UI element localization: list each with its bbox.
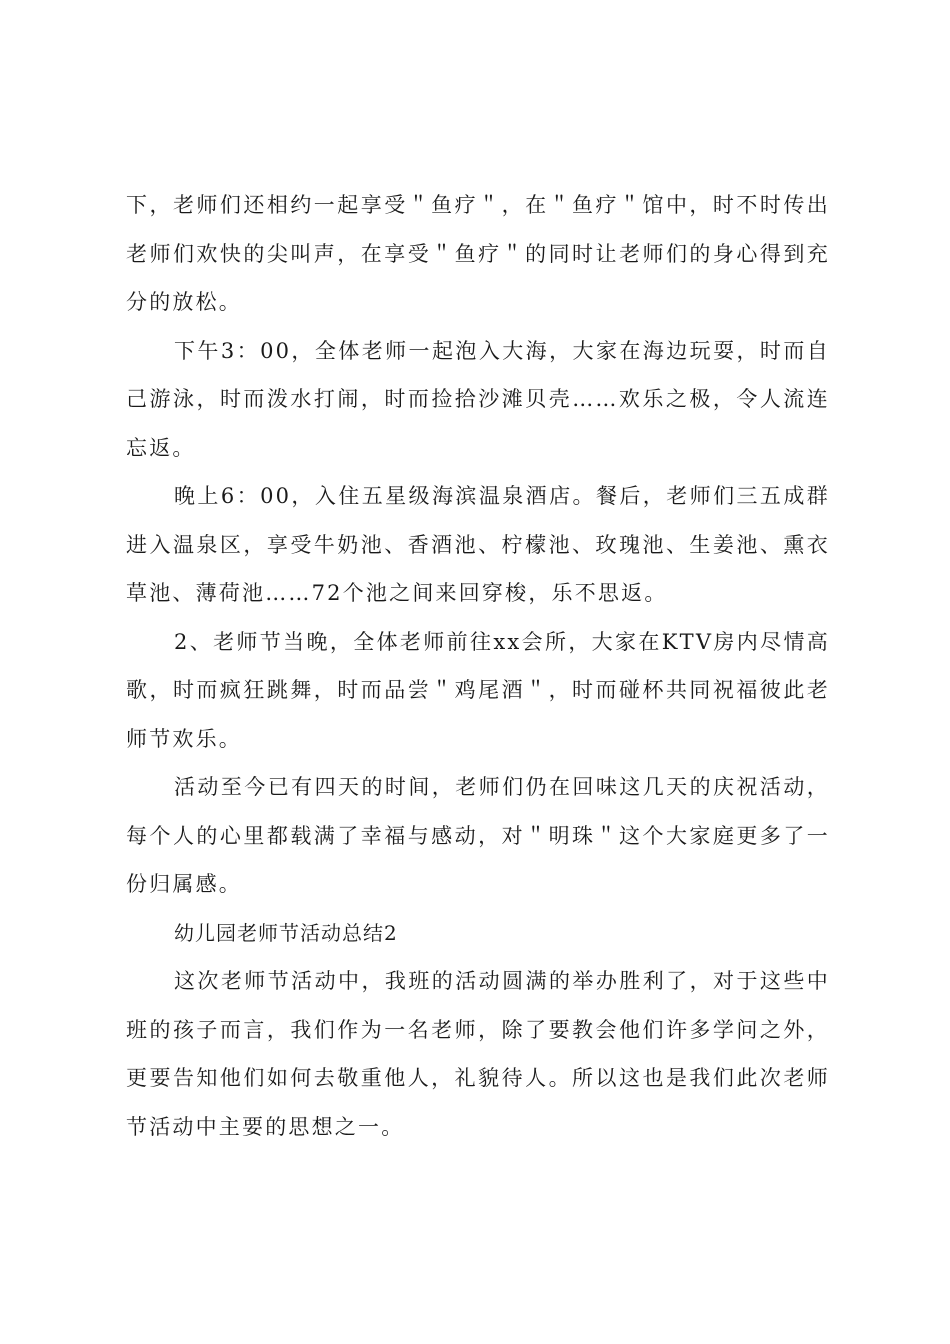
paragraph-ktv-night: 2、老师节当晚，全体老师前往xx会所，大家在KTV房内尽情高歌，时而疯狂跳舞，时而品尝＂鸡尾酒＂，时而碰杯共同祝福彼此老师节欢乐。 bbox=[126, 629, 830, 751]
document-body bbox=[126, 181, 830, 1151]
paragraph-afternoon-sea: 下午3：00，全体老师一起泡入大海，大家在海边玩耍，时而自己游泳，时而泼水打闹，时而捡拾沙滩贝壳……欢乐之极，令人流连忘返。 bbox=[126, 338, 830, 460]
section-heading: 幼儿园老师节活动总结2 bbox=[174, 920, 398, 945]
paragraph-evening-hotspring: 晚上6：00，入住五星级海滨温泉酒店。餐后，老师们三五成群进入温泉区，享受牛奶池、香酒池、柠檬池、玫瑰池、生姜池、熏衣草池、薄荷池……72个池之间来回穿梭，乐不思返。 bbox=[126, 484, 830, 605]
paragraph-class-activity: 这次老师节活动中，我班的活动圆满的举办胜利了，对于这些中班的孩子而言，我们作为一名老师，除了要教会他们许多学问之外，更要告知他们如何去敬重他人，礼貌待人。所以这也是我们此次老师节活动中主要的思想之一。 bbox=[126, 969, 830, 1139]
paragraph-fish-therapy: 下，老师们还相约一起享受＂鱼疗＂，在＂鱼疗＂馆中，时不时传出老师们欢快的尖叫声，在享受＂鱼疗＂的同时让老师们的身心得到充分的放松。 bbox=[126, 193, 830, 314]
paragraph-reflection: 活动至今已有四天的时间，老师们仍在回味这几天的庆祝活动，每个人的心里都载满了幸福与感动，对＂明珠＂这个大家庭更多了一份归属感。 bbox=[126, 775, 830, 896]
